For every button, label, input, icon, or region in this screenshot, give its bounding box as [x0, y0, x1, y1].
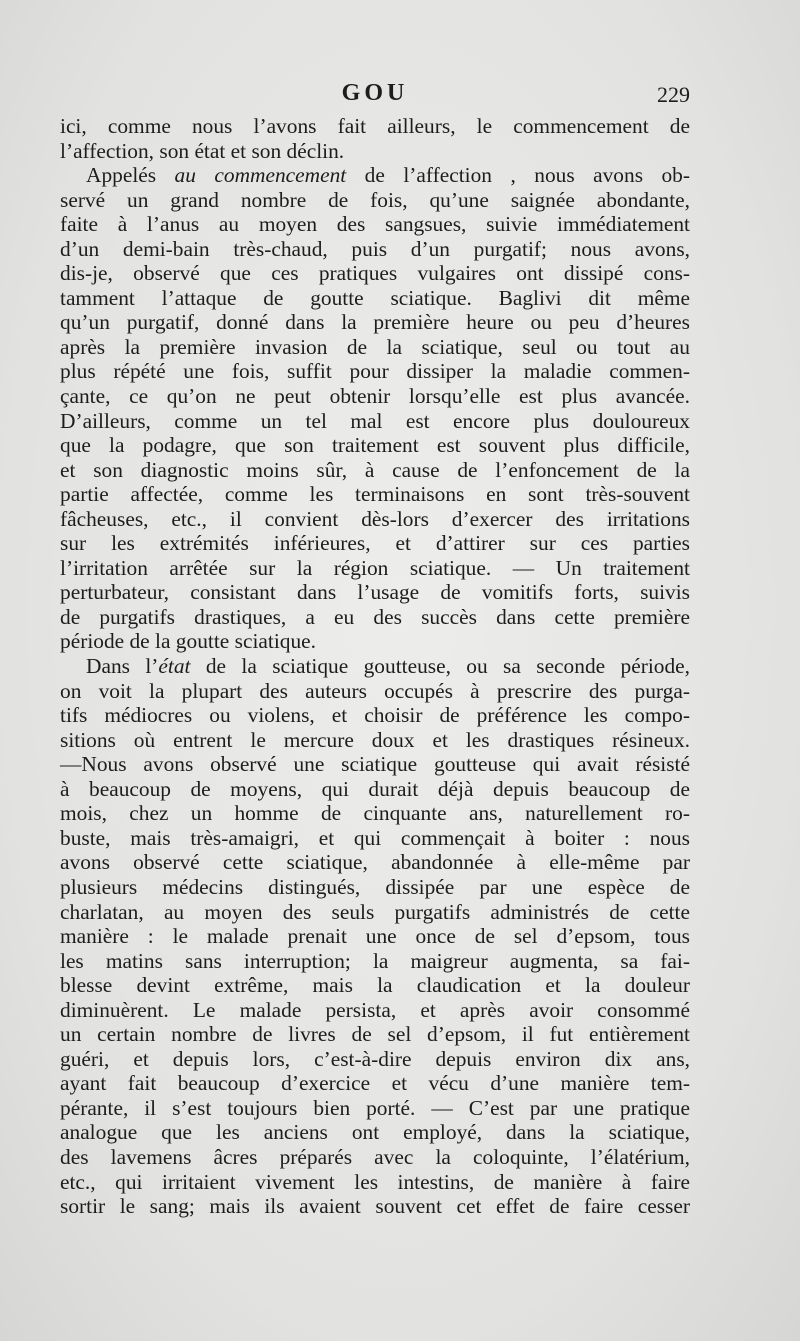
text-line: l’irritation arrêtée sur la région sciatique. — Un traitement — [60, 555, 690, 580]
text-run: Appelés — [86, 163, 175, 188]
text-line: analogue que les anciens ont employé, dans la sciatique, — [60, 1120, 690, 1145]
running-title: GOU — [341, 80, 409, 106]
text-line: pérante, il s’est toujours bien porté. — C’est par une pratique — [60, 1095, 690, 1120]
text-line: des lavemens âcres préparés avec la coloquinte, l’élatérium, — [60, 1144, 690, 1169]
text-line: diminuèrent. Le malade persista, et après avoir consommé — [60, 997, 690, 1022]
text-line: les matins sans interruption; la maigreur augmenta, sa fai- — [60, 948, 690, 973]
text-run: Dans l’ — [86, 654, 159, 679]
text-line: on voit la plupart des auteurs occupés à prescrire des purga- — [60, 678, 690, 703]
text-line: blesse devint extrême, mais la claudication et la douleur — [60, 973, 690, 998]
text-line: de purgatifs drastiques, a eu des succès dans cette première — [60, 604, 690, 629]
text-line: avons observé cette sciatique, abandonnée à elle-même par — [60, 850, 690, 875]
text-line: servé un grand nombre de fois, qu’une saignée abondante, — [60, 187, 690, 212]
text-line — [60, 163, 690, 188]
text-line: d’un demi-bain très-chaud, puis d’un purgatif; nous avons, — [60, 236, 690, 261]
text-line: çante, ce qu’on ne peut obtenir lorsqu’elle est plus avancée. — [60, 384, 690, 409]
text-line: perturbateur, consistant dans l’usage de vomitifs forts, suivis — [60, 580, 690, 605]
text-line: à beaucoup de moyens, qui durait déjà depuis beaucoup de — [60, 776, 690, 801]
text-line: plusieurs médecins distingués, dissipée par une espèce de — [60, 874, 690, 899]
text-line: sortir le sang; mais ils avaient souvent cet effet de faire cesser — [60, 1194, 690, 1219]
page-number: 229 — [657, 82, 690, 107]
text-line: ayant fait beaucoup d’exercice et vécu d’une manière tem- — [60, 1071, 690, 1096]
text-line: plus répété une fois, suffit pour dissiper la maladie commen- — [60, 359, 690, 384]
text-line: —Nous avons observé une sciatique goutteuse qui avait résisté — [60, 752, 690, 777]
text-line: etc., qui irritaient vivement les intestins, de manière à faire — [60, 1169, 690, 1194]
text-line: tamment l’attaque de goutte sciatique. Baglivi dit même — [60, 285, 690, 310]
text-line: faite à l’anus au moyen des sangsues, suivie immédiatement — [60, 212, 690, 237]
text-line: et son diagnostic moins sûr, à cause de l’enfoncement de la — [60, 457, 690, 482]
text-line: mois, chez un homme de cinquante ans, naturellement ro- — [60, 801, 690, 826]
running-head — [60, 80, 690, 116]
text-line: D’ailleurs, comme un tel mal est encore plus douloureux — [60, 408, 690, 433]
body-text — [60, 114, 690, 1219]
text-line: après la première invasion de la sciatique, seul ou tout au — [60, 334, 690, 359]
text-line: fâcheuses, etc., il convient dès-lors d’exercer des irritations — [60, 506, 690, 531]
text-line: tifs médiocres ou violens, et choisir de préférence les compo- — [60, 703, 690, 728]
italic-phrase: au commencement — [174, 163, 347, 188]
text-run: de la sciatique goutteuse, ou sa seconde période, — [190, 654, 690, 679]
text-line: un certain nombre de livres de sel d’epsom, il fut entièrement — [60, 1022, 690, 1047]
text-line: sur les extrémités inférieures, et d’attirer sur ces parties — [60, 531, 690, 556]
text-line: dis-je, observé que ces pratiques vulgaires ont dissipé cons- — [60, 261, 690, 286]
italic-phrase: état — [158, 654, 191, 679]
text-line: charlatan, au moyen des seuls purgatifs administrés de cette — [60, 899, 690, 924]
text-line: période de la goutte sciatique. — [60, 629, 316, 654]
text-line: l’affection, son état et son déclin. — [60, 138, 345, 163]
text-line: guéri, et depuis lors, c’est-à-dire depuis environ dix ans, — [60, 1046, 690, 1071]
text-line: qu’un purgatif, donné dans la première heure ou peu d’heures — [60, 310, 690, 335]
text-line: manière : le malade prenait une once de sel d’epsom, tous — [60, 924, 690, 949]
text-run: de l’affection , nous avons ob- — [346, 163, 690, 188]
text-line: ici, comme nous l’avons fait ailleurs, le commencement de — [60, 114, 690, 138]
text-line — [60, 654, 690, 679]
text-line: sitions où entrent le mercure doux et les drastiques résineux. — [60, 727, 690, 752]
text-line: partie affectée, comme les terminaisons en sont très-souvent — [60, 482, 690, 507]
text-line: buste, mais très-amaigri, et qui commençait à boiter : nous — [60, 825, 690, 850]
text-line: que la podagre, que son traitement est souvent plus difficile, — [60, 433, 690, 458]
